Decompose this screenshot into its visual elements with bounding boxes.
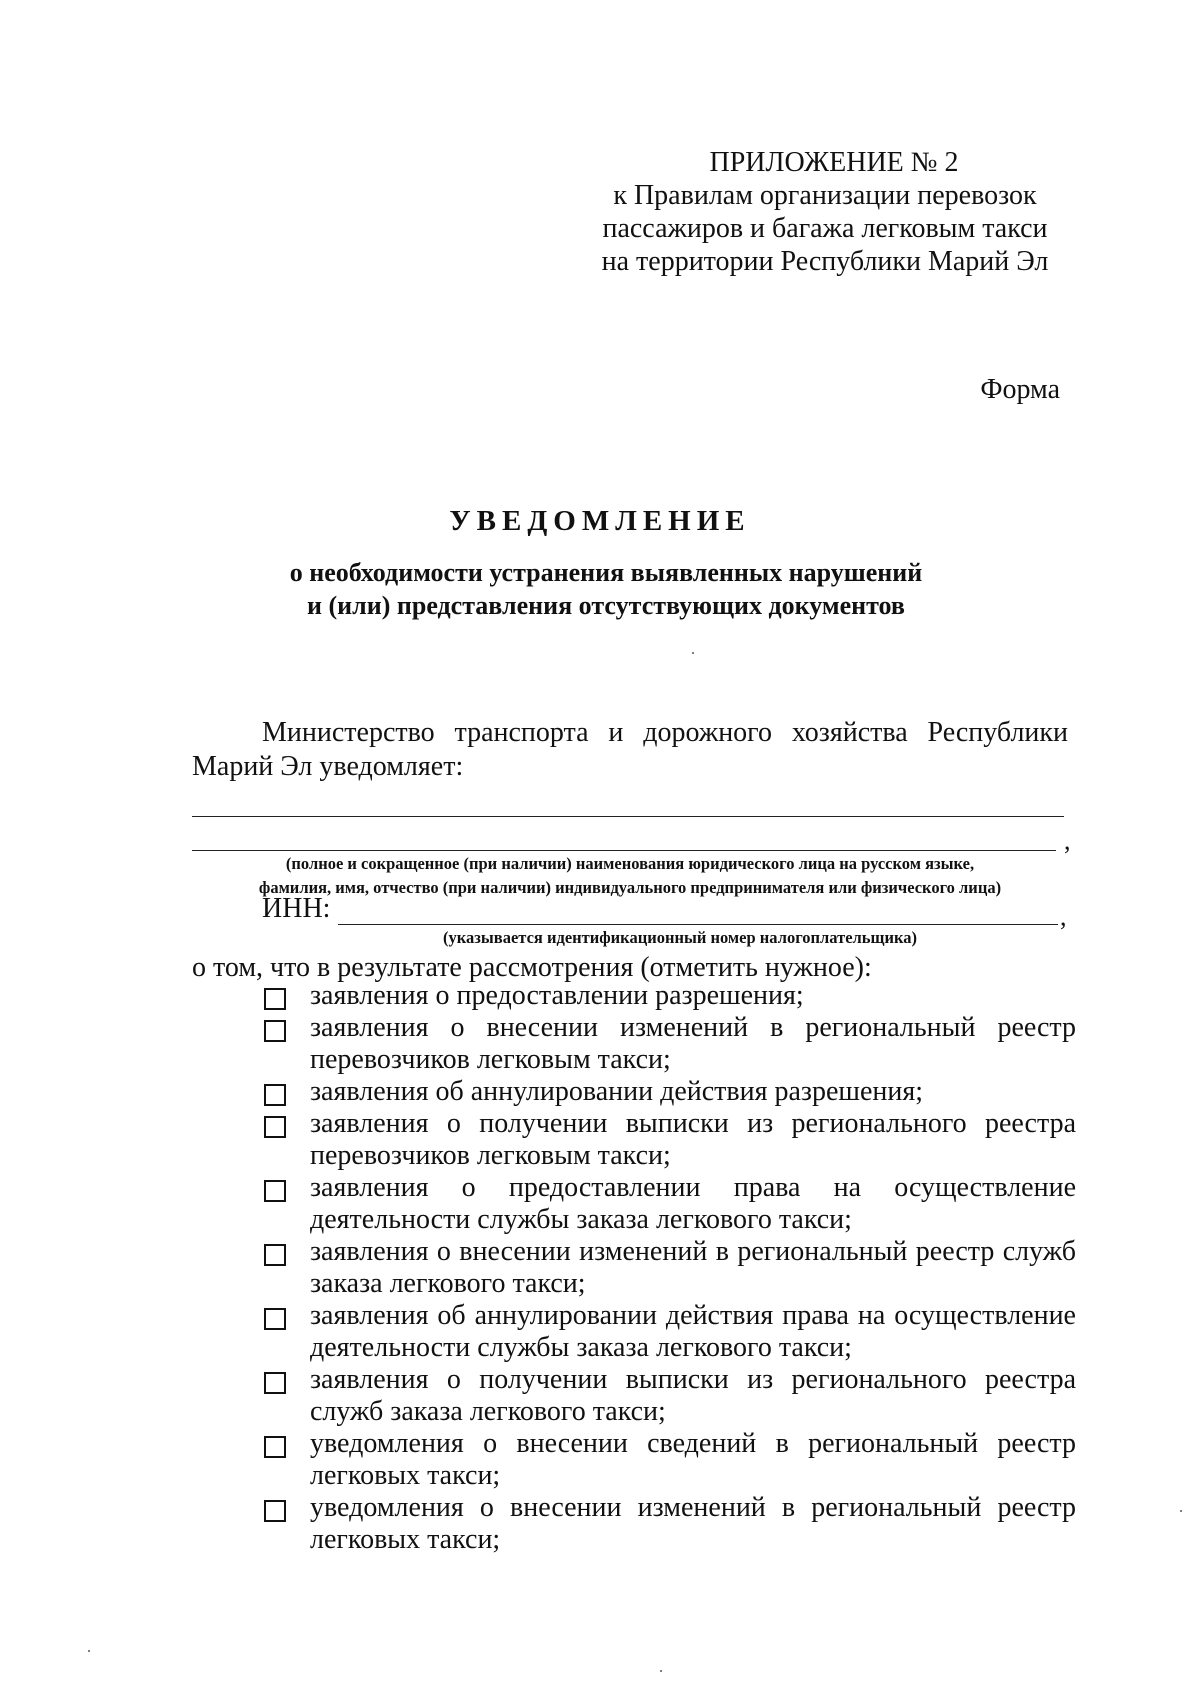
inn-field-caption: (указывается идентификационный номер налогоплательщика) [443,928,917,947]
option-label: заявления о внесении изменений в региональный реестр служб заказа легкового такси; [310,1236,1076,1299]
result-intro: о том, что в результате рассмотрения (отметить нужное): [192,952,872,983]
option-item [264,1492,1076,1556]
option-item [264,1364,1076,1428]
checkbox[interactable] [264,1500,286,1522]
inn-label: ИНН: [262,893,331,924]
entity-name-line-1[interactable] [192,816,1064,817]
inn-input-line[interactable] [338,924,1058,925]
option-label: заявления о предоставлении разрешения; [310,980,804,1011]
inn-trailing-comma: , [1060,902,1067,931]
option-item [264,1172,1076,1236]
form-label: Форма [980,374,1060,405]
option-item [264,1428,1076,1492]
option-item [264,1076,1076,1108]
subtitle-line: и (или) представления отсутствующих документов [307,591,905,620]
appendix-line: на территории Республики Марий Эл [601,246,1049,277]
option-label: уведомления о внесении изменений в региональный реестр легковых такси; [310,1492,1076,1555]
checkbox[interactable] [264,1436,286,1458]
option-item [264,1108,1076,1172]
checkbox[interactable] [264,1020,286,1042]
appendix-line: пассажиров и багажа легковым такси [602,213,1048,244]
appendix-title: ПРИЛОЖЕНИЕ № 2 [709,147,959,178]
checkbox[interactable] [264,988,286,1010]
option-label: заявления об аннулировании действия права на осуществление деятельности службы заказа легкового такси; [310,1300,1076,1363]
appendix-line: к Правилам организации перевозок [613,180,1037,211]
option-label: заявления о получении выписки из регионального реестра перевозчиков легковым такси; [310,1108,1076,1171]
scan-speck [692,652,694,654]
options-list [264,980,1076,1556]
option-label: заявления об аннулировании действия разрешения; [310,1076,924,1107]
caption-line: (полное и сокращенное (при наличии) наименования юридического лица на русском языке, [285,854,975,873]
option-item [264,980,1076,1012]
option-label: заявления о получении выписки из регионального реестра служб заказа легкового такси; [310,1364,1076,1427]
checkbox[interactable] [264,1116,286,1138]
intro-paragraph: Министерство транспорта и дорожного хозяйства Республики Марий Эл уведомляет: [192,717,1068,782]
appendix-header [600,146,1050,278]
document-subtitle [0,556,1200,622]
option-item [264,1236,1076,1300]
entity-name-line-2[interactable] [192,850,1056,851]
checkbox[interactable] [264,1244,286,1266]
option-label: заявления о внесении изменений в региональный реестр перевозчиков легковым такси; [310,1012,1076,1075]
option-item [264,1300,1076,1364]
option-label: заявления о предоставлении права на осуществление деятельности службы заказа легкового такси; [310,1172,1076,1235]
scan-speck [1180,1510,1182,1512]
checkbox[interactable] [264,1180,286,1202]
checkbox[interactable] [264,1308,286,1330]
subtitle-line: о необходимости устранения выявленных нарушений [289,558,923,587]
checkbox[interactable] [264,1372,286,1394]
scan-speck [88,1650,90,1652]
checkbox[interactable] [264,1084,286,1106]
document-title: УВЕДОМЛЕНИЕ [449,505,751,537]
scan-speck [660,1670,662,1672]
option-item [264,1012,1076,1076]
option-label: уведомления о внесении сведений в региональный реестр легковых такси; [310,1428,1076,1491]
caption-line: фамилия, имя, отчество (при наличии) индивидуального предпринимателя или физического лица) [258,878,1002,897]
entity-trailing-comma: , [1064,826,1071,855]
